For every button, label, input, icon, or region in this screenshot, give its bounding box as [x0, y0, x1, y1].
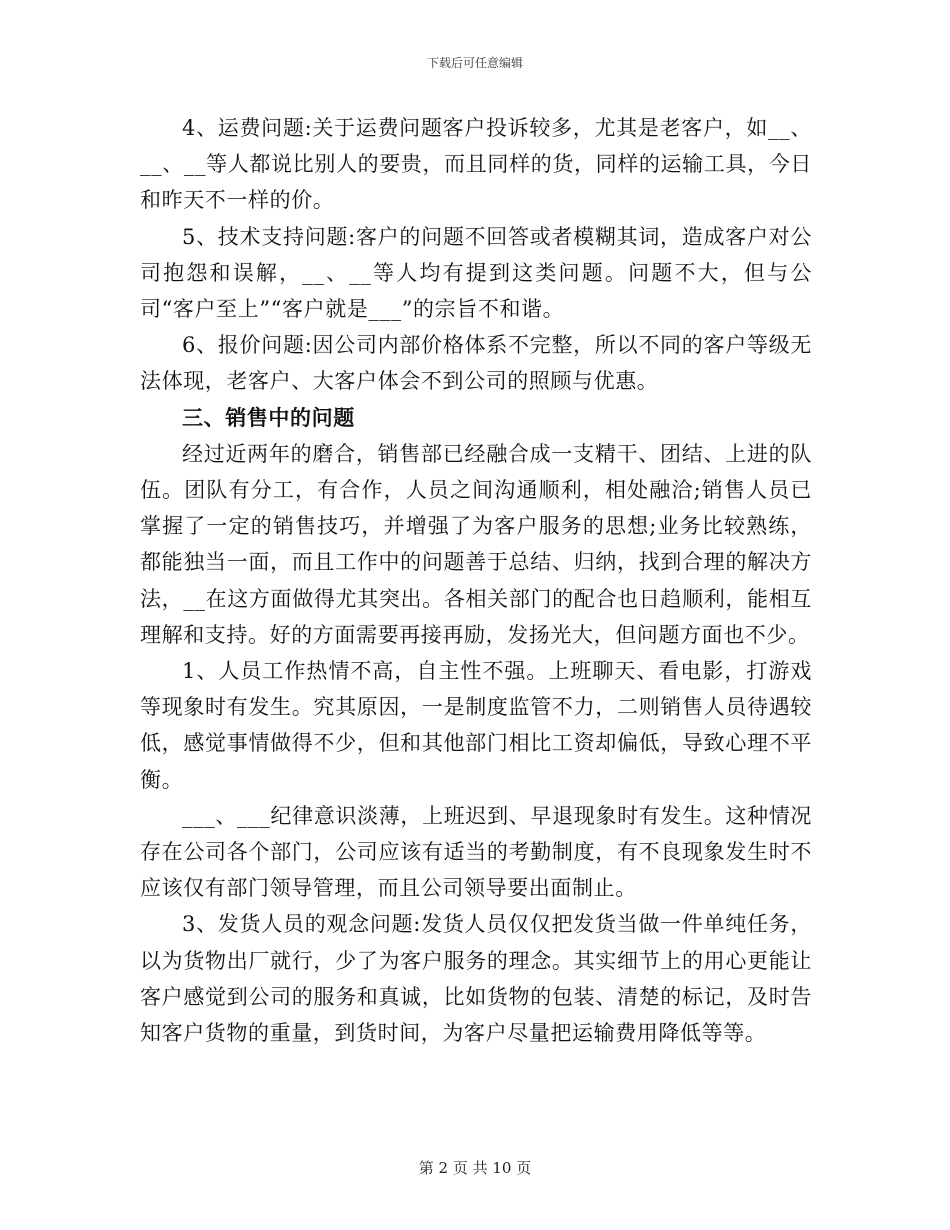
document-body	[140, 110, 812, 1051]
paragraph-sales-team-overview: 经过近两年的磨合，销售部已经融合成一支精干、团结、上进的队伍。团队有分工，有合作，人员之间沟通顺利，相处融洽;销售人员已掌握了一定的销售技巧，并增强了为客户服务的思想;业务比较熟练，都能独当一面，而且工作中的问题善于总结、归纳，找到合理的解决方法，__在这方面做得尤其突出。各相关部门的配合也日趋顺利，能相互理解和支持。好的方面需要再接再励，发扬光大，但问题方面也不少。	[140, 441, 812, 647]
paragraph-quotation-issue: 6、报价问题:因公司内部价格体系不完整，所以不同的客户等级无法体现，老客户、大客户体会不到公司的照顾与优惠。	[140, 333, 812, 394]
paragraph-shipping-staff: 3、发货人员的观念问题:发货人员仅仅把发货当做一件单纯任务，以为货物出厂就行，少了为客户服务的理念。其实细节上的用心更能让客户感觉到公司的服务和真诚，比如货物的包装、清楚的标记，及时告知客户货物的重量，到货时间，为客户尽量把运输费用降低等等。	[140, 912, 812, 1046]
paragraph-work-enthusiasm: 1、人员工作热情不高，自主性不强。上班聊天、看电影，打游戏等现象时有发生。究其原因，一是制度监管不力，二则销售人员待遇较低，感觉事情做得不少，但和其他部门相比工资却偏低，导致心理不平衡。	[140, 659, 812, 792]
paragraph-tech-support-issue: 5、技术支持问题:客户的问题不回答或者模糊其词，造成客户对公司抱怨和误解，__、__等人均有提到这类问题。问题不大，但与公司“客户至上”“客户就是___”的宗旨不和谐。	[140, 224, 812, 322]
paragraph-discipline: ___、___纪律意识淡薄，上班迟到、早退现象时有发生。这种情况存在公司各个部门，公司应该有适当的考勤制度，有不良现象发生时不应该仅有部门领导管理，而且公司领导要出面制止。	[140, 803, 812, 901]
paragraph-freight-issue: 4、运费问题:关于运费问题客户投诉较多，尤其是老客户，如__、__、__等人都说比别人的要贵，而且同样的货，同样的运输工具，今日和昨天不一样的价。	[140, 116, 812, 213]
page-number: 第 2 页 共 10 页	[418, 1159, 532, 1177]
section-title-sales-issues: 三、销售中的问题	[182, 405, 355, 430]
header-note: 下载后可任意编辑	[426, 56, 523, 70]
